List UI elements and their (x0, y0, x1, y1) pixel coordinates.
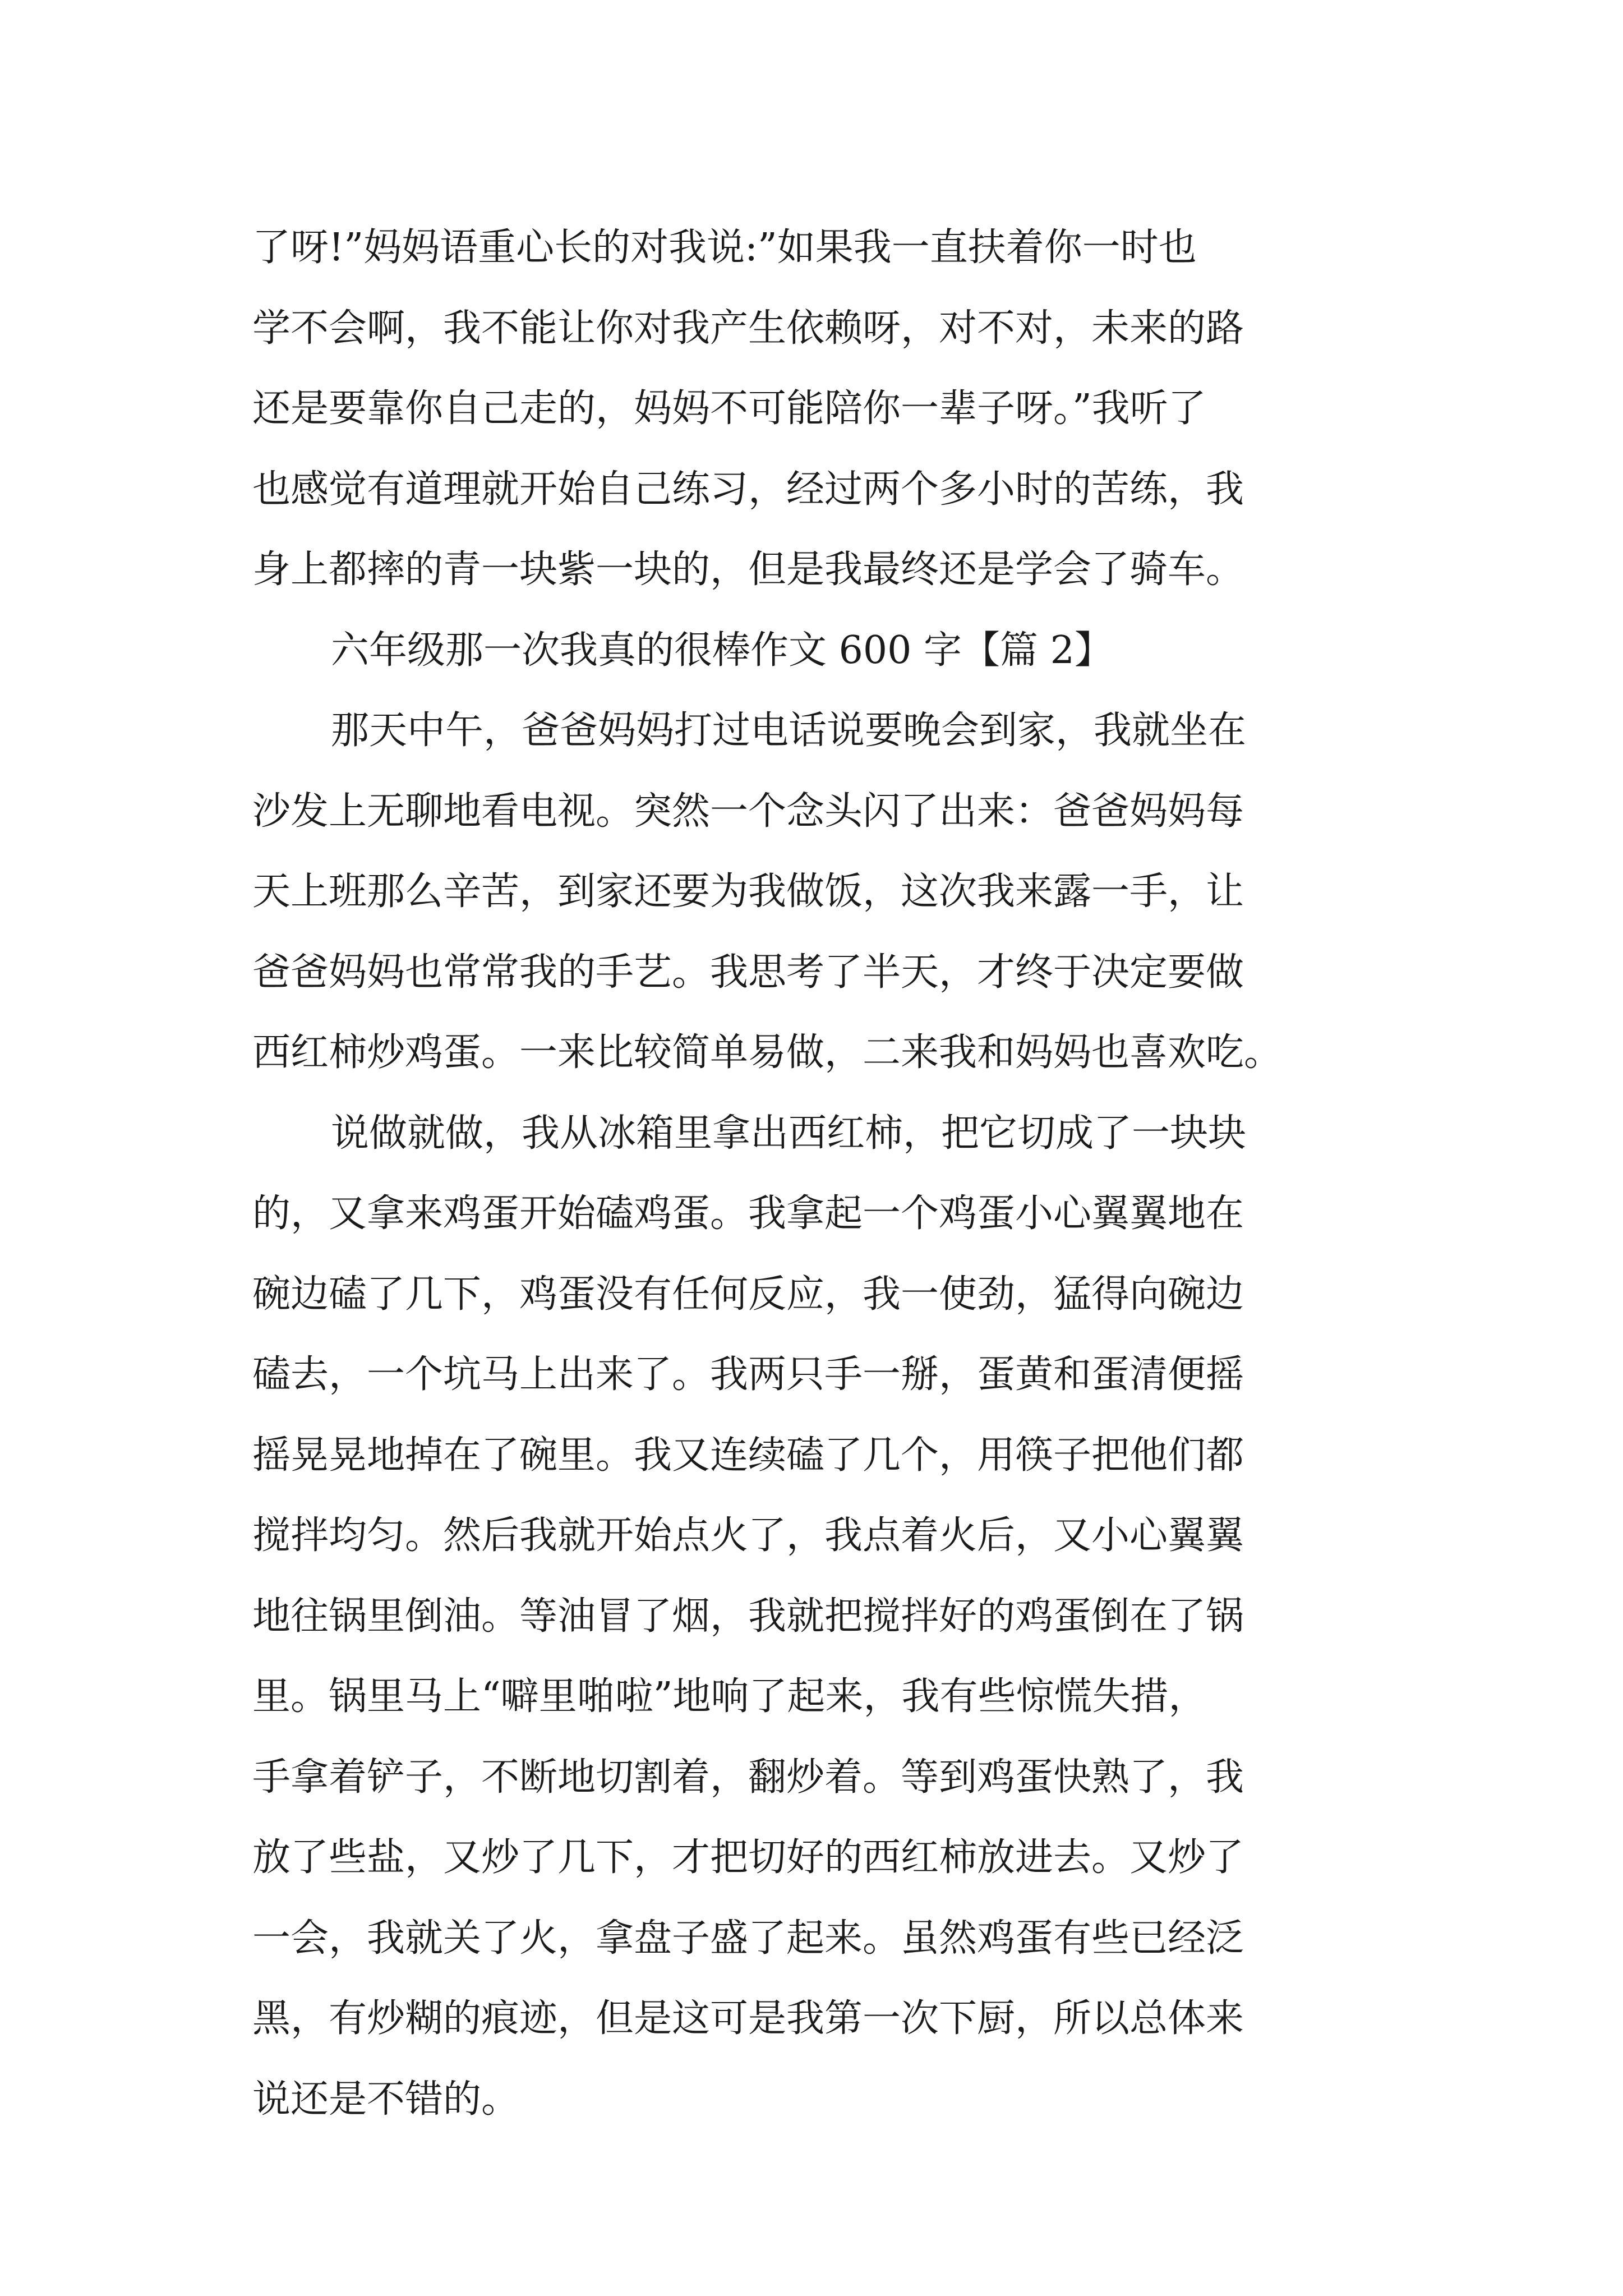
text-line: 身上都摔的青一块紫一块的，但是我最终还是学会了骑车。 (252, 547, 1244, 592)
text-line: 的，又拿来鸡蛋开始磕鸡蛋。我拿起一个鸡蛋小心翼翼地在 (252, 1191, 1244, 1236)
text-line: 黑，有炒糊的痕迹，但是这可是我第一次下厨，所以总体来 (252, 1996, 1244, 2041)
text-line: 学不会啊，我不能让你对我产生依赖呀，对不对，未来的路 (252, 306, 1244, 351)
paragraph-first-line: 说做就做，我从冰箱里拿出西红柿，把它切成了一块块 (331, 1111, 1247, 1156)
text-line: 爸爸妈妈也常常我的手艺。我思考了半天，才终于决定要做 (252, 950, 1244, 995)
text-line: 天上班那么辛苦，到家还要为我做饭，这次我来露一手，让 (252, 869, 1244, 914)
text-line: 摇晃晃地掉在了碗里。我又连续磕了几个，用筷子把他们都 (252, 1433, 1244, 1478)
text-line: 地往锅里倒油。等油冒了烟，我就把搅拌好的鸡蛋倒在了锅 (252, 1594, 1244, 1639)
text-line: 放了些盐，又炒了几下，才把切好的西红柿放进去。又炒了 (252, 1835, 1244, 1880)
paragraph-first-line: 那天中午，爸爸妈妈打过电话说要晚会到家，我就坐在 (331, 708, 1247, 753)
text-line: 还是要靠你自己走的，妈妈不可能陪你一辈子呀。”我听了 (252, 386, 1206, 431)
document-body (252, 208, 1402, 2139)
text-line: 碗边磕了几下，鸡蛋没有任何反应，我一使劲，猛得向碗边 (252, 1272, 1244, 1317)
section-heading: 六年级那一次我真的很棒作文 600 字【篇 2】 (331, 628, 1113, 673)
text-line: 西红柿炒鸡蛋。一来比较简单易做，二来我和妈妈也喜欢吃。 (252, 1030, 1283, 1075)
text-line: 一会，我就关了火，拿盘子盛了起来。虽然鸡蛋有些已经泛 (252, 1916, 1244, 1961)
text-line: 沙发上无聊地看电视。突然一个念头闪了出来：爸爸妈妈每 (252, 789, 1244, 834)
text-line: 手拿着铲子，不断地切割着，翻炒着。等到鸡蛋快熟了，我 (252, 1755, 1244, 1800)
text-line: 磕去，一个坑马上出来了。我两只手一掰，蛋黄和蛋清便摇 (252, 1352, 1244, 1397)
text-line: 搅拌均匀。然后我就开始点火了，我点着火后，又小心翼翼 (252, 1513, 1244, 1558)
text-line: 了呀!”妈妈语重心长的对我说:”如果我一直扶着你一时也 (252, 226, 1197, 270)
text-line: 里。锅里马上“噼里啪啦”地响了起来，我有些惊慌失措， (252, 1674, 1207, 1719)
text-line: 也感觉有道理就开始自己练习，经过两个多小时的苦练，我 (252, 467, 1244, 512)
text-line: 说还是不错的。 (252, 2077, 520, 2122)
